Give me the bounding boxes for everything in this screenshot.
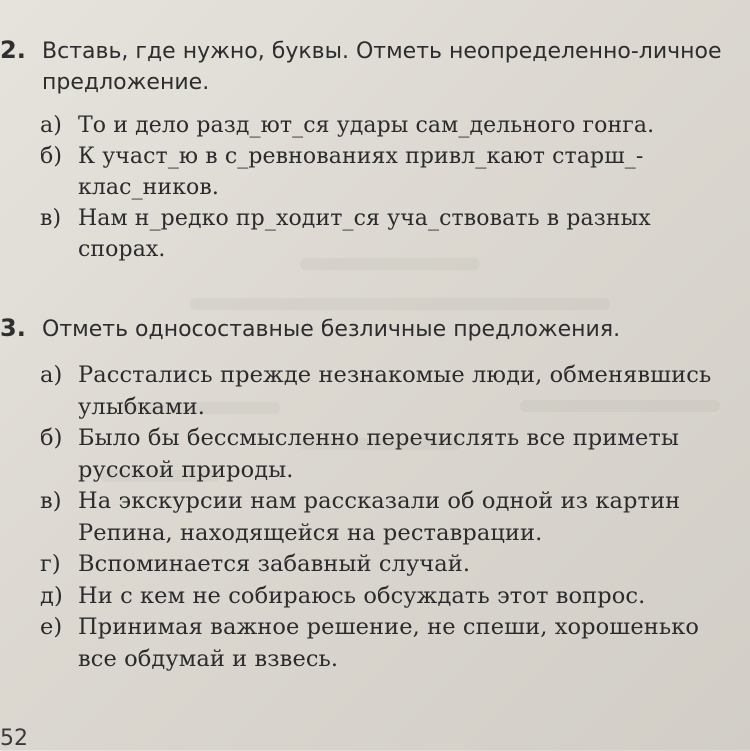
item-text: Было бы бессмысленно перечислять все приметы русской природы. [78,425,679,483]
item-letter: е) [40,614,63,640]
item-letter: а) [40,362,63,388]
item-text: К участ_ю в с_ревнованиях привл_кают старш_-клас_ников. [78,144,644,200]
item-letter: б) [40,144,63,169]
list-item [40,612,740,675]
item-text: Расстались прежде незнакомые люди, обменявшись улыбками. [78,362,712,420]
exercise-items [40,360,740,675]
item-letter: б) [40,425,63,451]
page-number: 52 [0,726,28,751]
item-letter: д) [40,582,63,609]
exercise-items [40,110,740,265]
item-text: Принимая важное решение, не спеши, хорошенько все обдумай и взвесь. [78,614,699,672]
list-item [40,549,740,581]
exercise-title: Вставь, где нужно, буквы. Отметь неопределенно-личное предложение. [42,39,722,95]
item-letter: а) [40,113,62,138]
list-item [40,141,740,203]
item-text: Вспоминается забавный случай. [78,551,471,577]
list-item [40,581,740,613]
exercise-title: Отметь односоставные безличные предложения. [42,317,621,342]
item-text: Ни с кем не собираюсь обсуждать этот вопрос. [78,582,646,609]
item-text: На экскурсии нам рассказали об одной из картин Репина, находящейся на реставрации. [78,488,681,546]
exercise-number: 2. [0,36,26,64]
exercise-number: 3. [0,314,26,342]
list-item [40,360,740,423]
item-letter: в) [40,206,62,231]
list-item [40,110,740,141]
item-letter: г) [40,551,61,577]
item-letter: в) [40,488,62,514]
list-item [40,486,740,549]
item-text: Нам н_редко пр_ходит_ся уча_ствовать в разных спорах. [78,206,651,262]
item-text: То и дело разд_ют_ся удары сам_дельного гонга. [78,113,655,138]
list-item [40,423,740,486]
list-item [40,203,740,265]
